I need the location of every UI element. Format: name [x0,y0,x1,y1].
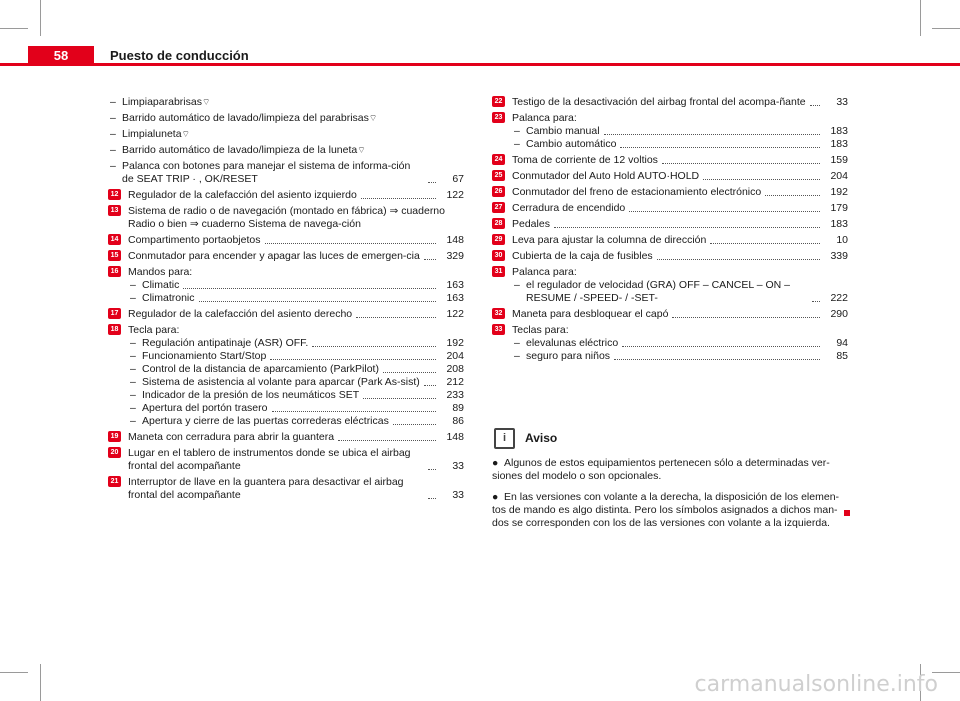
control-row [122,96,464,109]
entry-row [128,250,464,263]
leader-dots [810,105,820,106]
control-item [88,160,464,186]
callout-number-badge: 13 [108,205,121,216]
page-ref: 204 [446,350,464,362]
leader-dots [312,346,436,347]
control-item [88,128,464,141]
callout-number-badge: 24 [492,154,505,165]
legend-entry-29 [492,234,848,247]
aviso-box [492,428,848,538]
control-item [88,112,464,125]
entry-text: Maneta con cerradura para abrir la guantera [128,431,335,443]
entry-text: Regulador de la calefacción del asiento izquierdo [128,189,357,201]
sub-row [142,279,464,292]
callout-number-badge: 25 [492,170,505,181]
sub-item [512,138,848,151]
entry-row [512,218,848,231]
entry-text: Tecla para: [128,324,180,336]
aviso-bullet: ● Algunos de estos equipamientos pertenecen sólo a determinadas ver-siones del modelo o son opcionales. [492,457,830,482]
sub-row [142,363,464,376]
legend-entry-24 [492,154,848,167]
sub-item [512,337,848,350]
entry-text: Palanca para: [512,266,577,278]
sub-item [128,376,464,389]
entry-text: – elevalunas eléctrico [526,337,619,349]
legend-entry-28 [492,218,848,231]
entry-row [512,234,848,247]
legend-entry-19 [108,431,464,444]
page-ref: 86 [452,415,464,427]
callout-number-badge: 31 [492,266,505,277]
leader-dots [812,301,820,302]
legend-entry-18 [108,324,464,428]
page-ref: 192 [830,186,848,198]
entry-text: Compartimento portaobjetos [128,234,261,246]
control-item [88,96,464,109]
entry-row [128,189,464,202]
entry-text: – Barrido automático de lavado/limpieza del parabrisas [122,112,369,124]
entry-text: – Cambio automático [526,138,617,150]
leader-dots [428,498,436,499]
entry-text: Conmutador del freno de estacionamiento electrónico [512,186,762,198]
sub-row [142,292,464,305]
entry-row [512,324,848,337]
left-column [108,96,464,505]
leader-dots [765,195,820,196]
callout-number-badge: 22 [492,96,505,107]
callout-number-badge: 14 [108,234,121,245]
entry-row [128,447,464,473]
entry-text: Leva para ajustar la columna de dirección [512,234,707,246]
sub-row [142,350,464,363]
legend-entry-16 [108,266,464,305]
entry-text: Toma de corriente de 12 voltios [512,154,658,166]
entry-text: – Apertura del portón trasero [142,402,268,414]
leader-dots [620,147,820,148]
legend-entry-26 [492,186,848,199]
page-ref: 163 [446,292,464,304]
entry-text: Mandos para: [128,266,193,278]
leader-dots [428,469,436,470]
entry-text: Lugar en el tablero de instrumentos donde se ubica el airbag frontal del acompañante [128,447,411,472]
leader-dots [428,182,436,183]
page-ref: 33 [452,460,464,472]
legend-entry-33 [492,324,848,363]
entry-text: – Limpialuneta [122,128,182,140]
entry-text: Conmutador para encender y apagar las luces de emergen-cia [128,250,420,262]
entry-text: Conmutador del Auto Hold AUTO·HOLD [512,170,700,182]
page-ref: 183 [830,125,848,137]
callout-number-badge: 23 [492,112,505,123]
entry-text: – Sistema de asistencia al volante para aparcar (Park As-sist) [142,376,420,388]
page-ref: 10 [836,234,848,246]
aviso-bullet-text: En las versiones con volante a la derecha, la disposición de los elemen-tos de mando es algo distinta. Pero los símbolos asignados a dichos man-dos se corresponden con los de las versiones con volante a la izquierda. [492,491,840,529]
leader-dots [672,317,820,318]
callout-number-badge: 29 [492,234,505,245]
control-row [122,112,464,125]
page-ref: 85 [836,350,848,362]
aviso-title: Aviso [525,431,558,445]
page-ref: 233 [446,389,464,401]
entry-row [512,250,848,263]
entry-row [128,476,464,502]
sub-item [512,350,848,363]
page-ref: 204 [830,170,848,182]
end-of-section-mark [844,510,850,516]
leader-dots [356,317,436,318]
callout-number-badge: 17 [108,308,121,319]
entry-text: Sistema de radio o de navegación (montado en fábrica) ⇒ cuaderno Radio o bien ⇒ cuaderno Sistema de navega-ción [128,205,445,230]
page-ref: 94 [836,337,848,349]
callout-number-badge: 30 [492,250,505,261]
page-ref: 212 [446,376,464,388]
sub-row [142,337,464,350]
page-ref: 183 [830,138,848,150]
page-ref: 329 [446,250,464,262]
leader-dots [604,134,820,135]
sub-row [526,138,848,151]
entry-text: – Limpiaparabrisas [122,96,202,108]
info-icon: i [494,428,515,449]
legend-entry-14 [108,234,464,247]
page-ref: 89 [452,402,464,414]
leader-dots [424,385,436,386]
leader-dots [363,398,436,399]
control-row [122,144,464,157]
entry-text: Pedales [512,218,550,230]
page-ref: 179 [830,202,848,214]
right-column [492,96,848,366]
page-ref: 148 [446,431,464,443]
leader-dots [338,440,436,441]
callout-number-badge: 27 [492,202,505,213]
legend-entry-23 [492,112,848,151]
callout-number-badge: 26 [492,186,505,197]
sub-item [128,279,464,292]
sub-row [142,402,464,415]
crop-mark [932,28,960,29]
callout-number-badge: 32 [492,308,505,319]
leader-dots [703,179,820,180]
entry-text: Palanca para: [512,112,577,124]
leader-dots [622,346,820,347]
entry-text: – Climatic [142,279,180,291]
leader-dots [270,359,436,360]
entry-row [512,308,848,321]
leader-dots [272,411,437,412]
page-number: 58 [28,46,94,66]
callout-number-badge: 21 [108,476,121,487]
sub-row [526,337,848,350]
entry-text: – Cambio manual [526,125,600,137]
entry-row [512,170,848,183]
leader-dots [657,259,820,260]
control-row [122,128,464,141]
callout-number-badge: 33 [492,324,505,335]
leader-dots [199,301,436,302]
legend-entry-32 [492,308,848,321]
page-ref: 222 [830,292,848,304]
sub-item [128,292,464,305]
entry-row [512,154,848,167]
entry-row [512,96,848,109]
page-ref: 339 [830,250,848,262]
sub-row [526,125,848,138]
watermark: carmanualsonline.info [694,672,938,697]
entry-text: Testigo de la desactivación del airbag frontal del acompa-ñante [512,96,806,108]
sub-item [128,389,464,402]
page-ref: 159 [830,154,848,166]
page-title: Puesto de conducción [110,48,249,63]
page-ref: 208 [446,363,464,375]
page-ref: 33 [836,96,848,108]
entry-text: – Control de la distancia de aparcamiento (ParkPilot) [142,363,379,375]
leader-dots [383,372,436,373]
page-ref: 183 [830,218,848,230]
leader-dots [424,259,436,260]
entry-row [128,431,464,444]
sub-row [526,350,848,363]
crop-mark [40,0,41,36]
sub-row [142,376,464,389]
aviso-header [492,428,848,449]
page-ref: 290 [830,308,848,320]
leader-dots [183,288,436,289]
leader-dots [614,359,820,360]
sub-item [128,402,464,415]
legend-entry-13 [108,205,464,231]
crop-mark [0,672,28,673]
rear-washer-icon: ⌔ [357,145,366,155]
legend-entry-12 [108,189,464,202]
leader-dots [265,243,437,244]
entry-text: Teclas para: [512,324,569,336]
legend-entry-30 [492,250,848,263]
wiper-icon: ⌔ [201,97,211,107]
sub-item [128,350,464,363]
leader-dots [710,243,820,244]
callout-number-badge: 12 [108,189,121,200]
entry-row [128,266,464,279]
entry-row [128,324,464,337]
sub-row [142,389,464,402]
page-ref: 67 [452,173,464,185]
control-item [88,144,464,157]
callout-number-badge: 28 [492,218,505,229]
entry-text: – Palanca con botones para manejar el sistema de informa-ción de SEAT TRIP · , OK/RESET [122,160,411,185]
legend-entry-31 [492,266,848,305]
control-row [122,160,464,186]
rear-wiper-icon: ⌔ [181,129,191,139]
callout-number-badge: 19 [108,431,121,442]
crop-mark [0,28,28,29]
aviso-bullet: ● En las versiones con volante a la derecha, la disposición de los elemen-tos de mando es algo distinta. Pero los símbolos asignados a dichos man-dos se corresponden con los de las versiones con volante a la izquierda. [492,491,840,529]
entry-row [128,205,464,231]
legend-entry-21 [108,476,464,502]
entry-text: – Climatronic [142,292,195,304]
legend-entry-15 [108,250,464,263]
entry-text: Interruptor de llave en la guantera para desactivar el airbag frontal del acompañante [128,476,404,501]
entry-text: – Barrido automático de lavado/limpieza de la luneta [122,144,358,156]
crop-mark [920,0,921,36]
callout-number-badge: 16 [108,266,121,277]
leader-dots [393,424,436,425]
page-ref: 148 [446,234,464,246]
entry-row [512,186,848,199]
page-ref: 33 [452,489,464,501]
entry-text: Cerradura de encendido [512,202,626,214]
entry-row [512,112,848,125]
page-ref: 192 [446,337,464,349]
leader-dots [554,227,820,228]
washer-icon: ⌔ [368,113,378,123]
entry-text: Maneta para desbloquear el capó [512,308,669,320]
entry-text: – Apertura y cierre de las puertas correderas eléctricas [142,415,389,427]
entry-text: Cubierta de la caja de fusibles [512,250,653,262]
entry-text: – Regulación antipatinaje (ASR) OFF. [142,337,309,349]
sub-row [526,279,848,305]
sub-item [512,279,848,305]
entry-row [512,202,848,215]
sub-item [128,415,464,428]
legend-entry-22 [492,96,848,109]
callout-number-badge: 15 [108,250,121,261]
legend-entry-20 [108,447,464,473]
legend-entry-27 [492,202,848,215]
page-ref: 163 [446,279,464,291]
sub-item [128,363,464,376]
leader-dots [662,163,820,164]
entry-text: – Funcionamiento Start/Stop [142,350,267,362]
callout-number-badge: 18 [108,324,121,335]
aviso-bullet-text: Algunos de estos equipamientos pertenecen sólo a determinadas ver-siones del modelo o son opcionales. [492,457,830,482]
page-ref: 122 [446,189,464,201]
entry-text: – el regulador de velocidad (GRA) OFF – CANCEL – ON – RESUME / -SPEED- / -SET- [526,279,790,304]
entry-row [128,308,464,321]
crop-mark [40,664,41,701]
legend-entry-17 [108,308,464,321]
entry-row [512,266,848,279]
entry-row [128,234,464,247]
sub-row [142,415,464,428]
sub-item [512,125,848,138]
leader-dots [361,198,436,199]
callout-number-badge: 20 [108,447,121,458]
entry-text: – Indicador de la presión de los neumáticos SET [142,389,360,401]
page-ref: 122 [446,308,464,320]
sub-item [128,337,464,350]
legend-entry-25 [492,170,848,183]
entry-text: Regulador de la calefacción del asiento derecho [128,308,353,320]
leader-dots [629,211,820,212]
entry-text: – seguro para niños [526,350,611,362]
